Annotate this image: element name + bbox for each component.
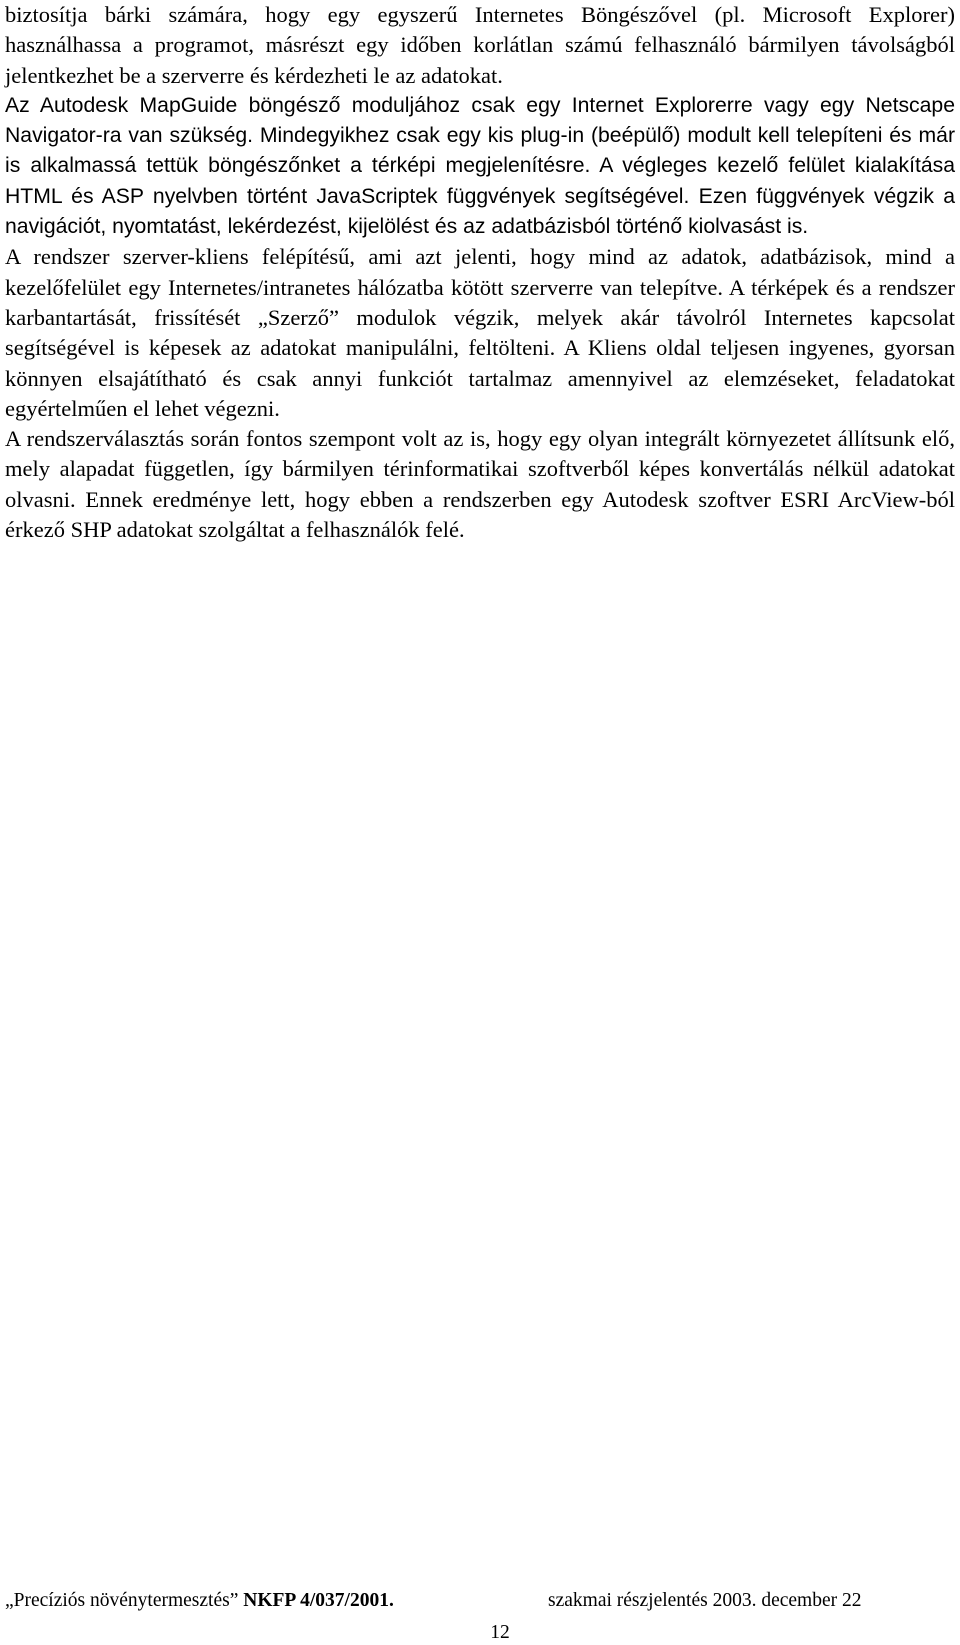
document-body: [5, 0, 955, 545]
paragraph-continuation: biztosítja bárki számára, hogy egy egyszerű Internetes Böngészővel (pl. Microsoft Explorer) használhassa a programot, másrészt egy időben korlátlan számú felhasználó bármilyen távolságból jelentkezhet be a szerverre és kérdezheti le az adatokat.: [5, 2, 955, 88]
page-number: 12: [490, 1622, 510, 1643]
footer-report-label: szakmai részjelentés 2003. december 22: [548, 1590, 862, 1611]
paragraph-mapguide: Az Autodesk MapGuide böngésző moduljához csak egy Internet Explorerre vagy egy Netscape Navigator-ra van szükség. Mindegyikhez csak egy kis plug-in (beépülő) modult kell telepíteni és már is alkalmassá tettük böngészőnket a térképi megjelenítésre. A végleges kezelő felület kialakítása HTML és ASP nyelvben történt JavaScriptek függvények segítségével. Ezen függvények végzik a navigációt, nyomtatást, lekérdezést, kijelölést és az adatbázisból történő kiolvasást is.: [5, 93, 955, 239]
footer-project: [5, 1589, 394, 1613]
footer-project-code: NKFP 4/037/2001.: [243, 1590, 394, 1611]
paragraph-server-client: A rendszer szerver-kliens felépítésű, ami azt jelenti, hogy mind az adatok, adatbázisok, mind a kezelőfelület egy Internetes/intranetes hálózatba kötött szerverre van telepítve. A térképek és a rendszer karbantartását, frissítését „Szerző” modulok végzik, melyek akár távolról Internetes kapcsolat segítségével is képesek az adatokat manipulálni, feltölteni. A Kliens oldal teljesen ingyenes, gyorsan könnyen elsajátítható és csak annyi funkciót tartalmaz amennyivel az elemzéseket, feladatokat egyértelműen el lehet végezni.: [5, 244, 955, 421]
paragraph-system-selection: A rendszerválasztás során fontos szempont volt az is, hogy egy olyan integrált környezetet állítsunk elő, mely alapadat független, így bármilyen térinformatikai szoftverből képes konvertálás nélkül adatokat olvasni. Ennek eredménye lett, hogy ebben a rendszerben egy Autodesk szoftver ESRI ArcView-ból érkező SHP adatokat szolgáltat a felhasználók felé.: [5, 426, 955, 543]
footer-project-title: „Precíziós növénytermesztés”: [5, 1590, 239, 1611]
